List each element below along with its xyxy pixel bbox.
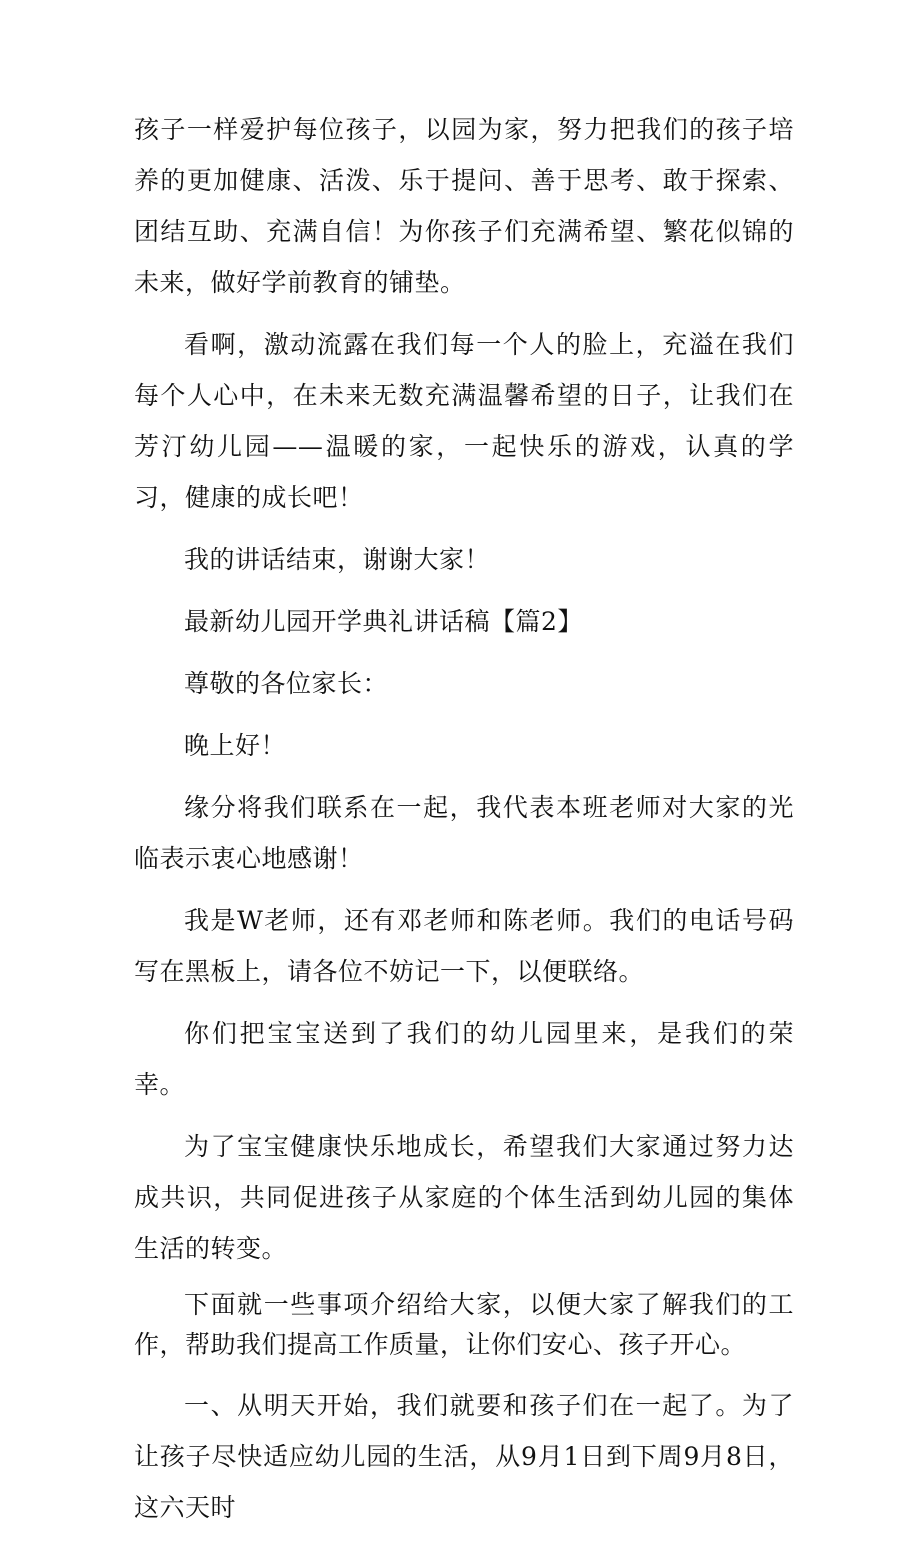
document-body (134, 104, 794, 1544)
paragraph: 我是W老师，还有邓老师和陈老师。我们的电话号码写在黑板上，请各位不妨记一下，以便联络。 (134, 906, 794, 986)
paragraph: 孩子一样爱护每位孩子，以园为家，努力把我们的孩子培养的更加健康、活泼、乐于提问、善于思考、敢于探索、团结互助、充满自信！为你孩子们充满希望、繁花似锦的未来，做好学前教育的铺垫。 (134, 115, 794, 297)
paragraph: 一、从明天开始，我们就要和孩子们在一起了。为了让孩子尽快适应幼儿园的生活，从9月1日到下周9月8日，这六天时 (134, 1391, 794, 1522)
salutation: 尊敬的各位家长： (184, 669, 389, 698)
paragraph: 为了宝宝健康快乐地成长，希望我们大家通过努力达成共识，共同促进孩子从家庭的个体生活到幼儿园的集体生活的转变。 (134, 1132, 794, 1263)
paragraph: 我的讲话结束，谢谢大家！ (184, 545, 491, 574)
section-heading: 最新幼儿园开学典礼讲话稿【篇2】 (184, 607, 583, 636)
paragraph: 看啊，激动流露在我们每一个人的脸上，充溢在我们每个人心中，在未来无数充满温馨希望的日子，让我们在芳汀幼儿园——温暖的家，一起快乐的游戏，认真的学习，健康的成长吧！ (134, 330, 794, 512)
paragraph: 你们把宝宝送到了我们的幼儿园里来，是我们的荣幸。 (134, 1019, 794, 1099)
paragraph: 下面就一些事项介绍给大家，以便大家了解我们的工作，帮助我们提高工作质量，让你们安心、孩子开心。 (134, 1290, 794, 1359)
greeting: 晚上好！ (184, 731, 287, 760)
paragraph: 缘分将我们联系在一起，我代表本班老师对大家的光临表示衷心地感谢！ (134, 793, 794, 873)
